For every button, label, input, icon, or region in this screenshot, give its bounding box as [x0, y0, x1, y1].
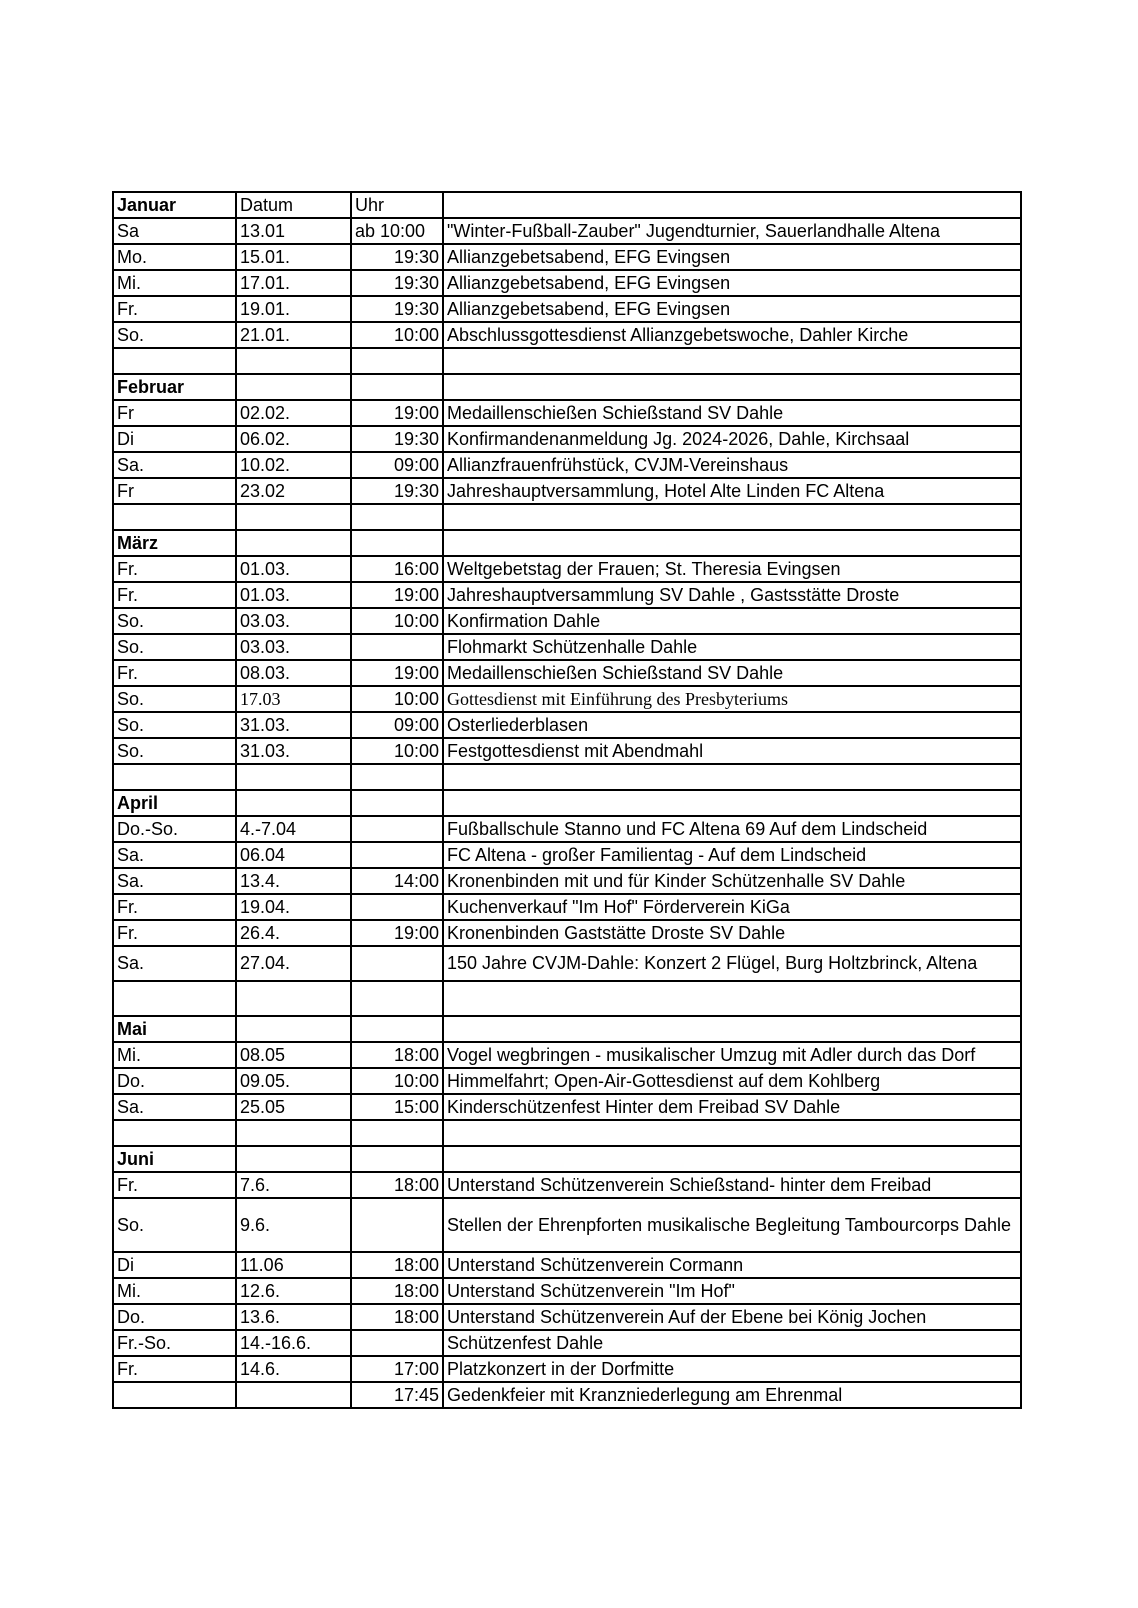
time-cell: 19:00 — [351, 400, 443, 426]
day-cell: Di — [113, 1252, 236, 1278]
table-row — [113, 816, 1021, 842]
date-cell: 12.6. — [236, 1278, 351, 1304]
header-event-cell — [443, 192, 1021, 218]
date-cell: 02.02. — [236, 400, 351, 426]
event-cell: Unterstand Schützenverein "Im Hof" — [443, 1278, 1021, 1304]
date-cell — [236, 981, 351, 1016]
time-cell — [351, 1330, 443, 1356]
date-cell: 13.6. — [236, 1304, 351, 1330]
time-cell: 19:00 — [351, 582, 443, 608]
blank-row — [113, 764, 1021, 790]
date-cell: 17.03 — [236, 686, 351, 712]
day-cell — [113, 1120, 236, 1146]
event-cell: Medaillenschießen Schießstand SV Dahle — [443, 660, 1021, 686]
day-cell: Sa. — [113, 452, 236, 478]
date-cell: 01.03. — [236, 582, 351, 608]
table-row — [113, 1252, 1021, 1278]
table-row — [113, 738, 1021, 764]
date-cell: 01.03. — [236, 556, 351, 582]
day-cell: Mi. — [113, 270, 236, 296]
time-cell — [351, 764, 443, 790]
event-cell: Kinderschützenfest Hinter dem Freibad SV Dahle — [443, 1094, 1021, 1120]
date-cell: 4.-7.04 — [236, 816, 351, 842]
table-row — [113, 1278, 1021, 1304]
time-cell — [351, 842, 443, 868]
day-cell: So. — [113, 712, 236, 738]
event-cell: Unterstand Schützenverein Cormann — [443, 1252, 1021, 1278]
month-name-cell: Mai — [113, 1016, 236, 1042]
time-cell — [351, 1146, 443, 1172]
time-cell: ab 10:00 — [351, 218, 443, 244]
time-cell: 19:30 — [351, 426, 443, 452]
day-cell: Sa — [113, 218, 236, 244]
date-cell — [236, 1146, 351, 1172]
date-cell: 31.03. — [236, 738, 351, 764]
event-cell — [443, 374, 1021, 400]
day-cell: Fr.-So. — [113, 1330, 236, 1356]
date-cell: 9.6. — [236, 1198, 351, 1252]
table-row — [113, 608, 1021, 634]
month-heading-row — [113, 1016, 1021, 1042]
table-row — [113, 478, 1021, 504]
time-cell: 10:00 — [351, 686, 443, 712]
event-cell: "Winter-Fußball-Zauber" Jugendturnier, Sauerlandhalle Altena — [443, 218, 1021, 244]
time-cell: 09:00 — [351, 712, 443, 738]
table-row — [113, 582, 1021, 608]
time-cell: 10:00 — [351, 608, 443, 634]
table-row — [113, 920, 1021, 946]
day-cell: Mo. — [113, 244, 236, 270]
date-cell: 26.4. — [236, 920, 351, 946]
table-row — [113, 894, 1021, 920]
time-cell — [351, 946, 443, 981]
event-cell: Fußballschule Stanno und FC Altena 69 Auf dem Lindscheid — [443, 816, 1021, 842]
event-cell — [443, 504, 1021, 530]
table-row — [113, 712, 1021, 738]
day-cell: Do. — [113, 1068, 236, 1094]
date-cell: 27.04. — [236, 946, 351, 981]
table-row — [113, 296, 1021, 322]
date-cell: 21.01. — [236, 322, 351, 348]
event-cell: Gottesdienst mit Einführung des Presbyteriums — [443, 686, 1021, 712]
event-cell: Vogel wegbringen - musikalischer Umzug mit Adler durch das Dorf — [443, 1042, 1021, 1068]
event-cell: Jahreshauptversammlung, Hotel Alte Linden FC Altena — [443, 478, 1021, 504]
date-cell: 17.01. — [236, 270, 351, 296]
time-cell — [351, 374, 443, 400]
time-cell — [351, 1198, 443, 1252]
table-row — [113, 868, 1021, 894]
day-cell — [113, 348, 236, 374]
time-cell — [351, 1016, 443, 1042]
day-cell: Fr. — [113, 582, 236, 608]
header-month-cell: Januar — [113, 192, 236, 218]
header-date-cell: Datum — [236, 192, 351, 218]
date-cell: 13.01 — [236, 218, 351, 244]
date-cell — [236, 764, 351, 790]
time-cell: 19:30 — [351, 296, 443, 322]
date-cell: 10.02. — [236, 452, 351, 478]
month-heading-row — [113, 790, 1021, 816]
month-name-cell: April — [113, 790, 236, 816]
day-cell: Fr. — [113, 296, 236, 322]
date-cell: 08.05 — [236, 1042, 351, 1068]
table-row — [113, 1356, 1021, 1382]
date-cell — [236, 790, 351, 816]
event-cell: Kuchenverkauf "Im Hof" Förderverein KiGa — [443, 894, 1021, 920]
month-heading-row — [113, 1146, 1021, 1172]
month-heading-row — [113, 530, 1021, 556]
time-cell — [351, 894, 443, 920]
date-cell: 23.02 — [236, 478, 351, 504]
day-cell: Do. — [113, 1304, 236, 1330]
day-cell: So. — [113, 634, 236, 660]
time-cell: 18:00 — [351, 1172, 443, 1198]
date-cell — [236, 348, 351, 374]
day-cell: Fr. — [113, 660, 236, 686]
date-cell: 06.04 — [236, 842, 351, 868]
event-cell: Kronenbinden Gaststätte Droste SV Dahle — [443, 920, 1021, 946]
event-cell: Allianzgebetsabend, EFG Evingsen — [443, 244, 1021, 270]
event-cell: Konfirmandenanmeldung Jg. 2024-2026, Dahle, Kirchsaal — [443, 426, 1021, 452]
time-cell — [351, 1120, 443, 1146]
table-row — [113, 634, 1021, 660]
event-cell — [443, 790, 1021, 816]
event-cell — [443, 530, 1021, 556]
day-cell: Sa. — [113, 1094, 236, 1120]
day-cell: So. — [113, 686, 236, 712]
event-cell — [443, 348, 1021, 374]
table-row — [113, 218, 1021, 244]
time-cell: 10:00 — [351, 738, 443, 764]
time-cell: 09:00 — [351, 452, 443, 478]
table-body — [113, 192, 1021, 1408]
date-cell — [236, 374, 351, 400]
time-cell: 19:00 — [351, 920, 443, 946]
event-cell: 150 Jahre CVJM-Dahle: Konzert 2 Flügel, Burg Holtzbrinck, Altena — [443, 946, 1021, 981]
event-cell: Unterstand Schützenverein Auf der Ebene bei König Jochen — [443, 1304, 1021, 1330]
day-cell: Fr. — [113, 1356, 236, 1382]
day-cell: So. — [113, 1198, 236, 1252]
table-row — [113, 842, 1021, 868]
time-cell: 10:00 — [351, 322, 443, 348]
event-cell — [443, 1016, 1021, 1042]
day-cell: So. — [113, 738, 236, 764]
time-cell: 17:00 — [351, 1356, 443, 1382]
time-cell: 19:30 — [351, 270, 443, 296]
date-cell — [236, 1120, 351, 1146]
date-cell — [236, 504, 351, 530]
event-cell: Allianzfrauenfrühstück, CVJM-Vereinshaus — [443, 452, 1021, 478]
time-cell: 16:00 — [351, 556, 443, 582]
event-cell: Festgottesdienst mit Abendmahl — [443, 738, 1021, 764]
table-row — [113, 1330, 1021, 1356]
date-cell — [236, 1382, 351, 1408]
month-heading-row — [113, 374, 1021, 400]
event-cell — [443, 1120, 1021, 1146]
date-cell: 06.02. — [236, 426, 351, 452]
day-cell: Mi. — [113, 1042, 236, 1068]
day-cell — [113, 1382, 236, 1408]
time-cell: 18:00 — [351, 1252, 443, 1278]
date-cell: 14.-16.6. — [236, 1330, 351, 1356]
table-row — [113, 1094, 1021, 1120]
event-cell: Allianzgebetsabend, EFG Evingsen — [443, 270, 1021, 296]
table-row — [113, 686, 1021, 712]
table-row — [113, 1304, 1021, 1330]
time-cell: 18:00 — [351, 1304, 443, 1330]
time-cell: 17:45 — [351, 1382, 443, 1408]
table-row — [113, 270, 1021, 296]
day-cell — [113, 504, 236, 530]
blank-row — [113, 1120, 1021, 1146]
time-cell: 18:00 — [351, 1278, 443, 1304]
date-cell: 03.03. — [236, 608, 351, 634]
time-cell — [351, 530, 443, 556]
day-cell: Sa. — [113, 868, 236, 894]
date-cell: 19.04. — [236, 894, 351, 920]
header-time-cell: Uhr — [351, 192, 443, 218]
time-cell — [351, 981, 443, 1016]
table-row — [113, 452, 1021, 478]
time-cell — [351, 504, 443, 530]
date-cell: 09.05. — [236, 1068, 351, 1094]
event-cell: Konfirmation Dahle — [443, 608, 1021, 634]
event-cell: Stellen der Ehrenpforten musikalische Begleitung Tambourcorps Dahle — [443, 1198, 1021, 1252]
day-cell: Do.-So. — [113, 816, 236, 842]
table-row — [113, 1042, 1021, 1068]
day-cell: Mi. — [113, 1278, 236, 1304]
time-cell: 10:00 — [351, 1068, 443, 1094]
event-cell: Abschlussgottesdienst Allianzgebetswoche, Dahler Kirche — [443, 322, 1021, 348]
date-cell: 25.05 — [236, 1094, 351, 1120]
month-name-cell: Februar — [113, 374, 236, 400]
date-cell: 7.6. — [236, 1172, 351, 1198]
day-cell: Fr. — [113, 894, 236, 920]
day-cell: Fr — [113, 400, 236, 426]
day-cell: Fr. — [113, 920, 236, 946]
date-cell: 15.01. — [236, 244, 351, 270]
date-cell — [236, 1016, 351, 1042]
table-header-row — [113, 192, 1021, 218]
date-cell: 19.01. — [236, 296, 351, 322]
table-row — [113, 1172, 1021, 1198]
time-cell — [351, 816, 443, 842]
table-row — [113, 244, 1021, 270]
event-cell: Jahreshauptversammlung SV Dahle , Gastsstätte Droste — [443, 582, 1021, 608]
table-row — [113, 1382, 1021, 1408]
time-cell: 15:00 — [351, 1094, 443, 1120]
month-name-cell: Juni — [113, 1146, 236, 1172]
table-row — [113, 322, 1021, 348]
event-cell: Gedenkfeier mit Kranzniederlegung am Ehrenmal — [443, 1382, 1021, 1408]
time-cell — [351, 634, 443, 660]
event-cell — [443, 981, 1021, 1016]
day-cell: So. — [113, 322, 236, 348]
table-row — [113, 556, 1021, 582]
day-cell — [113, 764, 236, 790]
table-row — [113, 426, 1021, 452]
month-name-cell: März — [113, 530, 236, 556]
event-cell — [443, 1146, 1021, 1172]
event-cell: Flohmarkt Schützenhalle Dahle — [443, 634, 1021, 660]
day-cell: Fr. — [113, 556, 236, 582]
time-cell — [351, 790, 443, 816]
date-cell: 31.03. — [236, 712, 351, 738]
day-cell — [113, 981, 236, 1016]
event-calendar-table — [112, 191, 1022, 1409]
table-row — [113, 400, 1021, 426]
day-cell: Sa. — [113, 842, 236, 868]
day-cell: Fr. — [113, 1172, 236, 1198]
date-cell — [236, 530, 351, 556]
event-cell — [443, 764, 1021, 790]
time-cell: 19:30 — [351, 244, 443, 270]
event-cell: Unterstand Schützenverein Schießstand- hinter dem Freibad — [443, 1172, 1021, 1198]
blank-row — [113, 504, 1021, 530]
day-cell: So. — [113, 608, 236, 634]
event-cell: Kronenbinden mit und für Kinder Schützenhalle SV Dahle — [443, 868, 1021, 894]
day-cell: Sa. — [113, 946, 236, 981]
blank-row — [113, 348, 1021, 374]
event-cell: FC Altena - großer Familientag - Auf dem Lindscheid — [443, 842, 1021, 868]
table-row — [113, 1198, 1021, 1252]
time-cell: 19:00 — [351, 660, 443, 686]
date-cell: 03.03. — [236, 634, 351, 660]
event-cell: Platzkonzert in der Dorfmitte — [443, 1356, 1021, 1382]
date-cell: 14.6. — [236, 1356, 351, 1382]
table-row — [113, 1068, 1021, 1094]
table-row — [113, 660, 1021, 686]
day-cell: Fr — [113, 478, 236, 504]
event-cell: Himmelfahrt; Open-Air-Gottesdienst auf dem Kohlberg — [443, 1068, 1021, 1094]
table-row — [113, 946, 1021, 981]
blank-row — [113, 981, 1021, 1016]
date-cell: 13.4. — [236, 868, 351, 894]
date-cell: 11.06 — [236, 1252, 351, 1278]
date-cell: 08.03. — [236, 660, 351, 686]
event-cell: Allianzgebetsabend, EFG Evingsen — [443, 296, 1021, 322]
event-cell: Osterliederblasen — [443, 712, 1021, 738]
event-cell: Schützenfest Dahle — [443, 1330, 1021, 1356]
event-cell: Medaillenschießen Schießstand SV Dahle — [443, 400, 1021, 426]
time-cell: 18:00 — [351, 1042, 443, 1068]
time-cell: 14:00 — [351, 868, 443, 894]
time-cell: 19:30 — [351, 478, 443, 504]
event-cell: Weltgebetstag der Frauen; St. Theresia Evingsen — [443, 556, 1021, 582]
time-cell — [351, 348, 443, 374]
day-cell: Di — [113, 426, 236, 452]
